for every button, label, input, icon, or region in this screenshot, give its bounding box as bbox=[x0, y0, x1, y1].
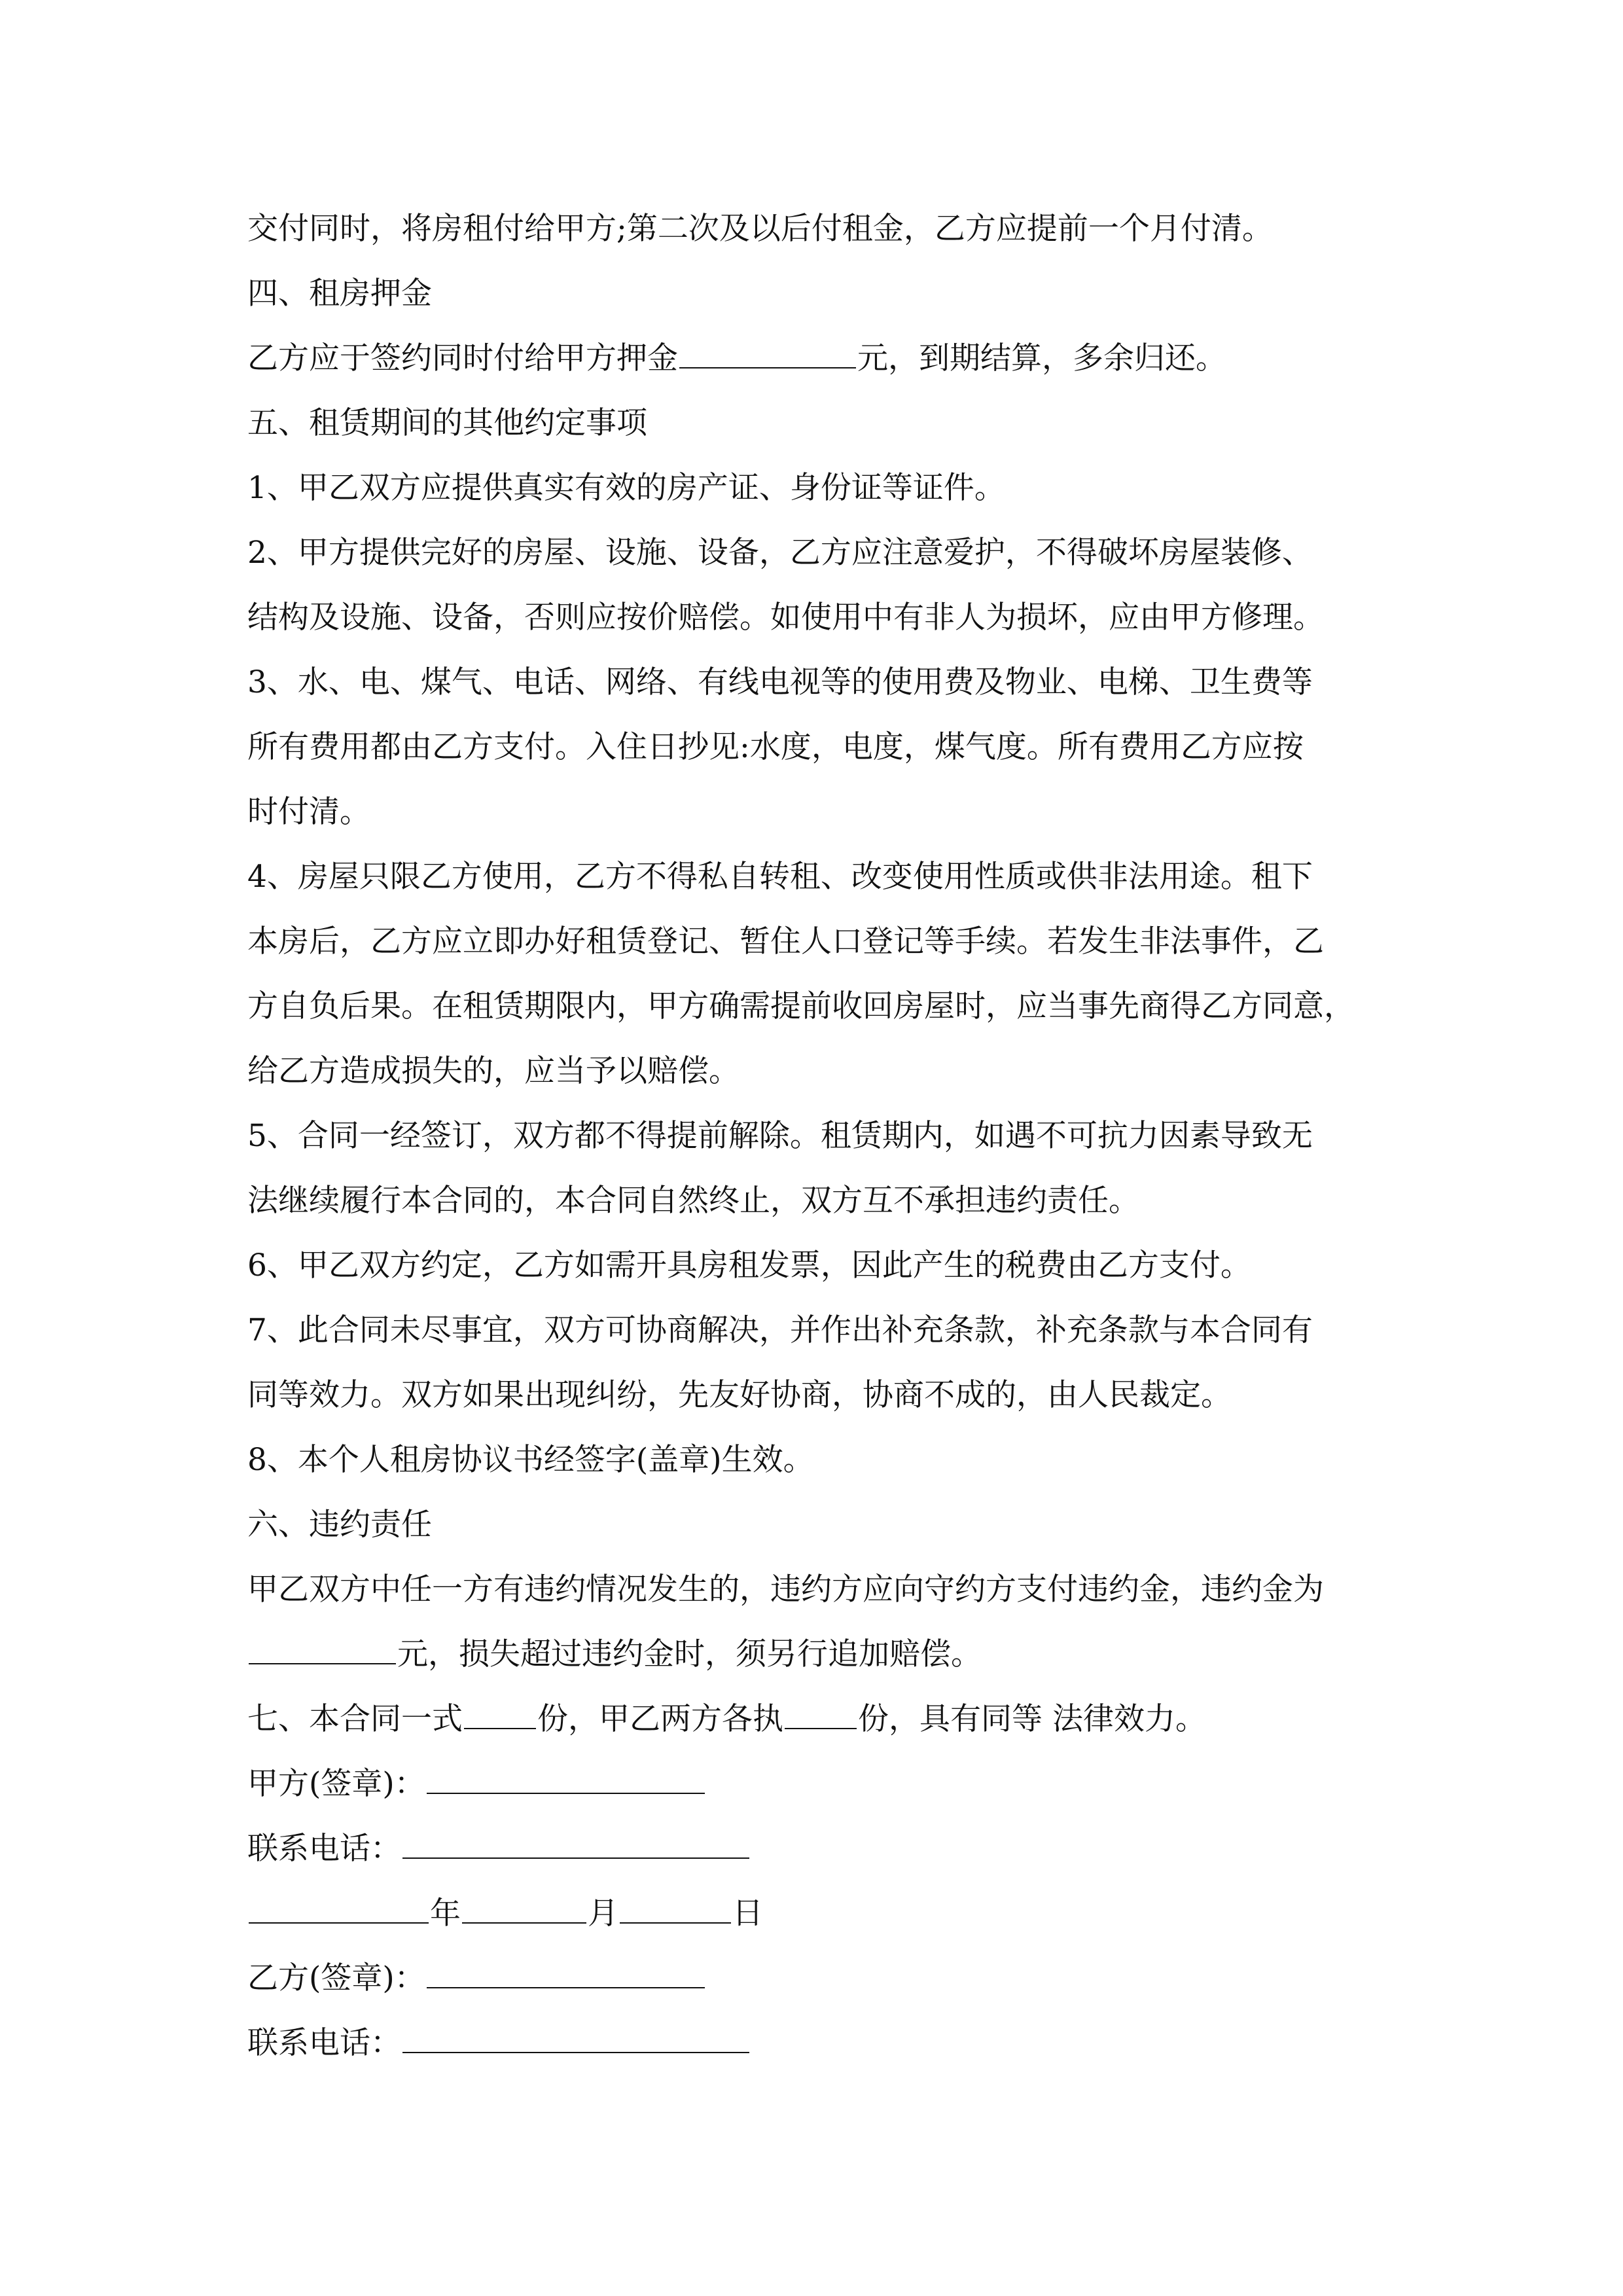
day-label: 日 bbox=[732, 1895, 763, 1931]
deposit-text-after: 元，到期结算，多余归还。 bbox=[857, 340, 1226, 376]
paragraph-line: 交付同时，将房租付给甲方;第二次及以后付租金，乙方应提前一个月付清。 bbox=[247, 211, 1273, 247]
party-a-signature-line bbox=[247, 1751, 1412, 1816]
clause-line: 结构及设施、设备，否则应按价赔偿。如使用中有非人为损坏，应由甲方修理。 bbox=[247, 600, 1324, 636]
copies-text-3: 份，具有同等 法律效力。 bbox=[858, 1701, 1206, 1737]
clause-line: 4、房屋只限乙方使用，乙方不得私自转租、改变使用性质或供非法用途。租下 bbox=[247, 859, 1313, 895]
breach-line: 甲乙双方中任一方有违约情况发生的，违约方应向守约方支付违约金，违约金为 bbox=[247, 1571, 1324, 1607]
deposit-amount-blank[interactable] bbox=[679, 341, 856, 368]
clause-line: 同等效力。双方如果出现纠纷，先友好协商，协商不成的，由人民裁定。 bbox=[247, 1377, 1232, 1413]
copies-line bbox=[247, 1687, 1412, 1751]
clause-line: 5、合同一经签订，双方都不得提前解除。租赁期内，如遇不可抗力因素导致无 bbox=[247, 1118, 1313, 1154]
clause-line: 8、本个人租房协议书经签字(盖章)生效。 bbox=[247, 1442, 814, 1478]
copies-text-1: 七、本合同一式 bbox=[247, 1701, 463, 1737]
year-blank[interactable] bbox=[249, 1896, 429, 1924]
party-b-signature-line bbox=[247, 1946, 1412, 2011]
clause-line: 本房后，乙方应立即办好租赁登记、暂住人口登记等手续。若发生非法事件，乙 bbox=[247, 924, 1324, 960]
party-b-phone-blank[interactable] bbox=[402, 2026, 749, 2053]
clause-line: 法继续履行本合同的，本合同自然终止，双方互不承担违约责任。 bbox=[247, 1183, 1139, 1219]
year-label: 年 bbox=[430, 1895, 461, 1931]
date-line bbox=[247, 1881, 1412, 1946]
clause-line: 3、水、电、煤气、电话、网络、有线电视等的使用费及物业、电梯、卫生费等 bbox=[247, 664, 1313, 700]
party-a-phone-blank[interactable] bbox=[402, 1831, 749, 1859]
month-label: 月 bbox=[588, 1895, 618, 1931]
clause-line: 所有费用都由乙方支付。入住日抄见:水度，电度，煤气度。所有费用乙方应按 bbox=[247, 729, 1304, 765]
section-heading-breach: 六、违约责任 bbox=[247, 1507, 432, 1543]
month-blank[interactable] bbox=[462, 1896, 586, 1924]
section-heading-deposit: 四、租房押金 bbox=[247, 276, 432, 312]
breach-text-after: 元，损失超过违约金时，须另行追加赔偿。 bbox=[397, 1636, 982, 1672]
clause-line: 7、此合同未尽事宜，双方可协商解决，并作出补充条款，补充条款与本合同有 bbox=[247, 1312, 1313, 1348]
party-a-label: 甲方(签章)： bbox=[247, 1766, 425, 1802]
party-a-signature-blank[interactable] bbox=[427, 1767, 705, 1794]
document-body bbox=[247, 196, 1412, 2075]
clause-line: 方自负后果。在租赁期限内，甲方确需提前收回房屋时，应当事先商得乙方同意， bbox=[247, 988, 1355, 1024]
copies-text-2: 份，甲乙两方各执 bbox=[537, 1701, 783, 1737]
party-a-phone-line bbox=[247, 1816, 1412, 1881]
clause-line: 时付清。 bbox=[247, 794, 370, 830]
deposit-line bbox=[247, 326, 1412, 391]
total-copies-blank[interactable] bbox=[464, 1702, 536, 1729]
breach-amount-line bbox=[247, 1622, 1412, 1687]
party-b-label: 乙方(签章)： bbox=[247, 1960, 425, 1996]
party-b-phone-label: 联系电话： bbox=[247, 2025, 401, 2061]
party-a-phone-label: 联系电话： bbox=[247, 1831, 401, 1867]
each-party-copies-blank[interactable] bbox=[785, 1702, 857, 1729]
clause-line: 2、甲方提供完好的房屋、设施、设备，乙方应注意爱护，不得破坏房屋装修、 bbox=[247, 535, 1313, 571]
clause-line: 6、甲乙双方约定，乙方如需开具房租发票，因此产生的税费由乙方支付。 bbox=[247, 1247, 1251, 1283]
penalty-amount-blank[interactable] bbox=[249, 1637, 396, 1664]
party-b-phone-line bbox=[247, 2011, 1412, 2075]
party-b-signature-blank[interactable] bbox=[427, 1961, 705, 1988]
day-blank[interactable] bbox=[620, 1896, 731, 1924]
deposit-text-before: 乙方应于签约同时付给甲方押金 bbox=[247, 340, 678, 376]
clause-line: 1、甲乙双方应提供真实有效的房产证、身份证等证件。 bbox=[247, 470, 1005, 506]
section-heading-other-terms: 五、租赁期间的其他约定事项 bbox=[247, 405, 647, 441]
clause-line: 给乙方造成损失的，应当予以赔偿。 bbox=[247, 1053, 740, 1089]
